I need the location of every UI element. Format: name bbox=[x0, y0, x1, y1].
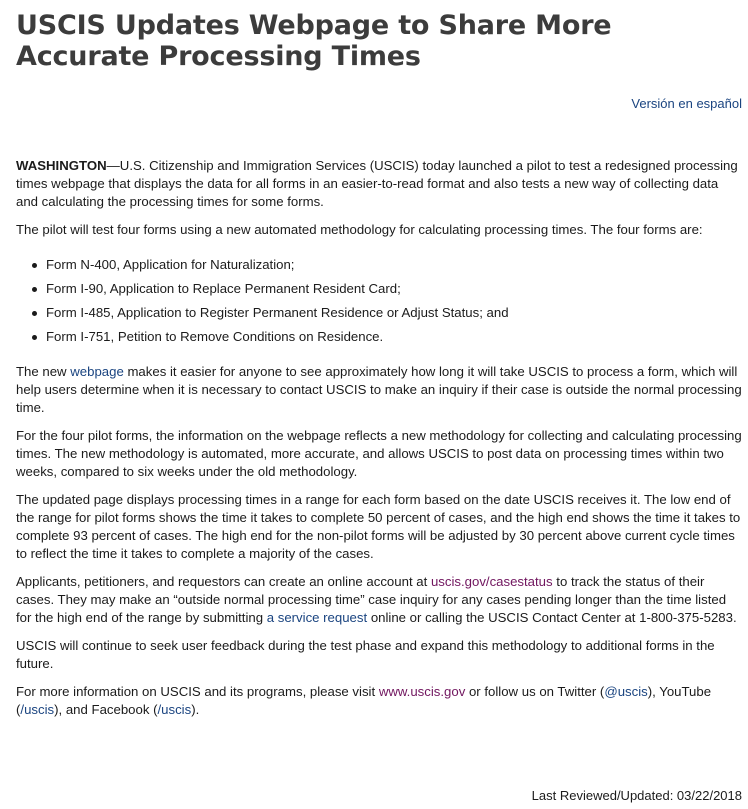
paragraph-applicants bbox=[16, 573, 742, 627]
text-span: or follow us on Twitter ( bbox=[465, 684, 605, 699]
paragraph-pilot: The pilot will test four forms using a new automated methodology for calculating processing times. The four forms are: bbox=[16, 222, 703, 237]
intro-text: —U.S. Citizenship and Immigration Services (USCIS) today launched a pilot to test a redesigned processing times webpage that displays the data for all forms in an easier-to-read format and also tests a new way of collecting data and calculating the processing times for some forms. bbox=[16, 158, 738, 209]
list-item: Form N-400, Application for Naturalization; bbox=[30, 253, 742, 277]
text-span: makes it easier for anyone to see approximately how long it will take USCIS to process a form, which will help users determine when it is necessary to contact USCIS to make an inquiry if their case is outside the normal processing time. bbox=[16, 364, 742, 415]
text-span: ). bbox=[191, 702, 200, 717]
last-reviewed: Last Reviewed/Updated: 03/22/2018 bbox=[531, 788, 742, 803]
text-span: ), and Facebook ( bbox=[54, 702, 158, 717]
article-body bbox=[16, 157, 742, 729]
dateline: WASHINGTON bbox=[16, 158, 107, 173]
spanish-version-link[interactable]: Versión en español bbox=[631, 96, 742, 111]
twitter-link[interactable]: @uscis bbox=[604, 684, 648, 699]
paragraph-intro bbox=[16, 157, 742, 211]
paragraph-range: The updated page displays processing times in a range for each form based on the date USCIS receives it. The low end of the range for pilot forms shows the time it takes to complete 50 percent of cases, and the high end shows the time it takes to complete 93 percent of cases. The high end for the non-pilot forms will be adjusted by 30 percent above current cycle times to reflect the time it takes to complete a majority of the cases. bbox=[16, 492, 741, 561]
text-span: Applicants, petitioners, and requestors can create an online account at bbox=[16, 574, 431, 589]
list-item: Form I-485, Application to Register Permanent Residence or Adjust Status; and bbox=[30, 301, 742, 325]
text-span: online or calling the USCIS Contact Center at 1-800-375-5283. bbox=[367, 610, 737, 625]
paragraph-feedback: USCIS will continue to seek user feedback during the test phase and expand this methodology to additional forms in the future. bbox=[16, 638, 715, 671]
list-item: Form I-90, Application to Replace Permanent Resident Card; bbox=[30, 277, 742, 301]
text-span: For more information on USCIS and its programs, please visit bbox=[16, 684, 379, 699]
service-request-link[interactable]: a service request bbox=[266, 610, 368, 625]
article bbox=[16, 0, 742, 717]
casestatus-link[interactable]: uscis.gov/casestatus bbox=[430, 574, 553, 589]
youtube-link[interactable]: /uscis bbox=[20, 702, 55, 717]
paragraph-methodology: For the four pilot forms, the information on the webpage reflects a new methodology for collecting and calculating processing times. The new methodology is automated, more accurate, and allows USCIS to post data on processing times within two weeks, compared to six weeks under the old methodology. bbox=[16, 428, 742, 479]
paragraph-more-info bbox=[16, 683, 742, 719]
text-span: to track the status of their cases. They may make an “outside normal processing time” case inquiry for any cases pending longer than the time listed for the high end of the range by submitting bbox=[16, 574, 727, 625]
page-title: USCIS Updates Webpage to Share More Accurate Processing Times bbox=[16, 10, 612, 72]
paragraph-webpage bbox=[16, 363, 742, 417]
webpage-link[interactable]: webpage bbox=[70, 364, 124, 379]
uscis-gov-link[interactable]: www.uscis.gov bbox=[378, 684, 466, 699]
forms-list bbox=[30, 253, 742, 349]
text-span: The new bbox=[16, 364, 71, 379]
list-item: Form I-751, Petition to Remove Conditions on Residence. bbox=[30, 325, 742, 349]
text-span: ), YouTube ( bbox=[16, 684, 712, 717]
facebook-link[interactable]: /uscis bbox=[157, 702, 192, 717]
